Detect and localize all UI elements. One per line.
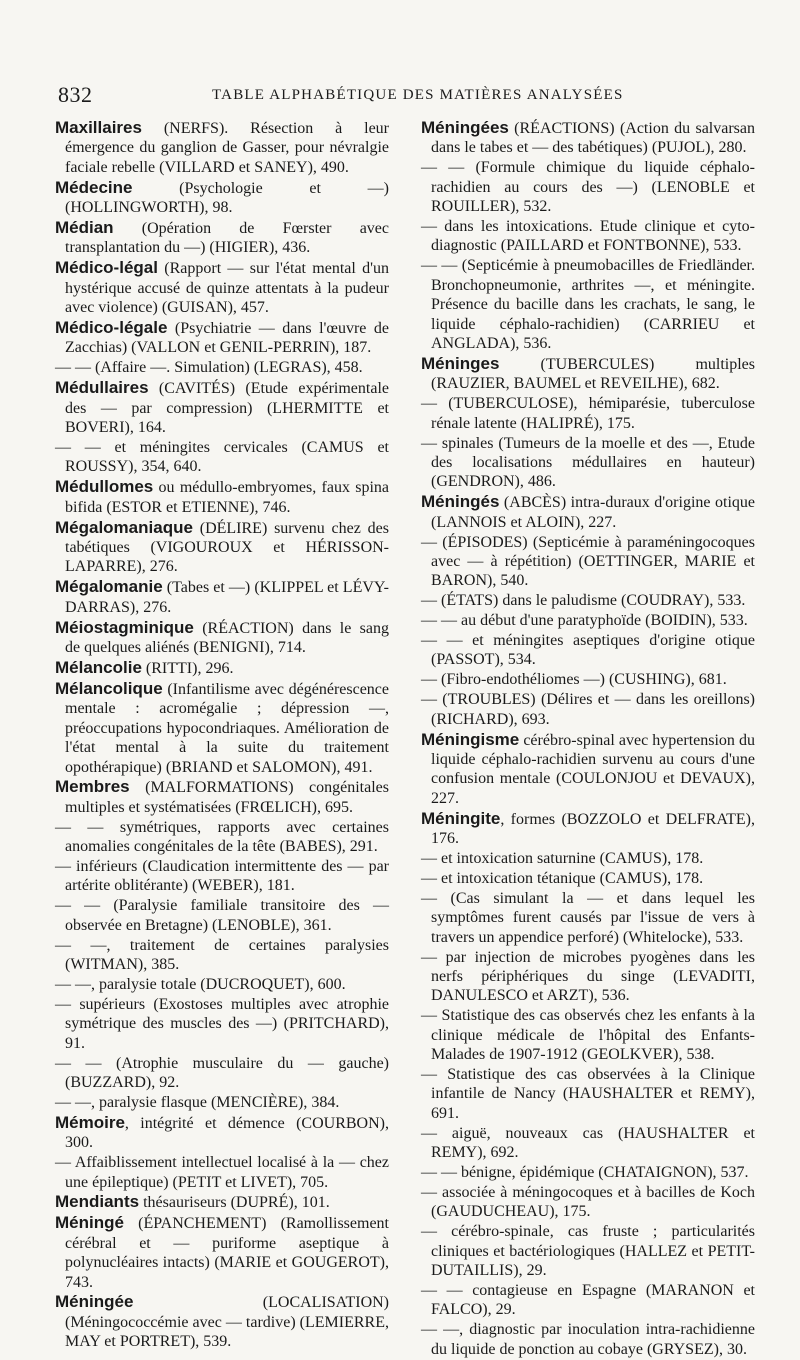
entry-text: (Infantilisme avec dégénérescence mentale : acromégalie ; dépression —, préoccupations hypocondriaques. Amélioration de l'état mental à la suite du traitement opothérapique) (BRIAND et SALOMON), 491. — [65, 680, 389, 776]
left-column — [55, 118, 389, 1360]
entry-text: (NERFS). Résection à leur émergence du ganglion de Gasser, pour névralgie faciale rebelle (VILLARD et SANEY), 490. — [65, 120, 389, 176]
entry-keyword: Médullaires — [55, 378, 149, 398]
entry-text: — par injection de microbes pyogènes dans les nerfs périphériques du singe (LEVADITI, DANULESCO et ARZT), 536. — [421, 948, 755, 1005]
index-entry — [421, 670, 755, 689]
index-entry — [55, 218, 389, 258]
index-entry — [55, 378, 389, 437]
entry-text: thésauriseurs (DUPRÉ), 101. — [139, 1194, 330, 1212]
index-entry — [421, 1163, 755, 1182]
entry-text: (CAVITÉS) (Etude expérimentale des — par compression) (LHERMITTE et BOVERI), 164. — [65, 380, 389, 437]
entry-text: (RÉACTIONS) (Action du salvarsan dans le tabes et — des tabétiques) (PUJOL), 280. — [431, 120, 755, 157]
index-entry — [55, 658, 389, 678]
index-entry — [55, 1093, 389, 1112]
right-column — [421, 118, 755, 1360]
index-entry — [55, 358, 389, 377]
entry-text: — — au début d'une paratyphoïde (BOIDIN), 533. — [421, 612, 748, 630]
entry-text: — —, traitement de certaines paralysies (WITMAN), 385. — [55, 936, 389, 974]
index-entry — [421, 354, 755, 394]
entry-text: — spinales (Tumeurs de la moelle et des —, Etude des localisations médullaires en hauteur) (GENDRON), 486. — [421, 434, 755, 491]
entry-text: — — symétriques, rapports avec certaines anomalies congénitales de la tête (BABES), 291. — [55, 818, 389, 856]
index-entry — [55, 777, 389, 817]
entry-text: ou médullo-embryomes, faux spina bifida (ESTOR et ETIENNE), 746. — [65, 479, 389, 516]
index-entry — [421, 690, 755, 729]
index-entry — [55, 1213, 389, 1292]
index-entry — [421, 1320, 755, 1359]
index-entry — [421, 730, 755, 809]
index-columns — [55, 118, 755, 1360]
entry-text: (LOCALISATION) (Méningococcémie avec — tardive) (LEMIERRE, MAY et PORTRET), 539. — [65, 1294, 389, 1351]
entry-keyword: Méninges — [421, 353, 500, 373]
entry-text: — —, paralysie flasque (MENCIÈRE), 384. — [55, 1093, 340, 1111]
entry-text: — — bénigne, épidémique (CHATAIGNON), 537. — [421, 1164, 749, 1182]
index-entry — [421, 217, 755, 256]
entry-keyword: Méningé — [55, 1213, 124, 1233]
entry-text: — dans les intoxications. Etude clinique et cyto-diagnostic (PAILLARD et FONTBONNE), 533. — [421, 218, 755, 255]
index-entry — [55, 577, 389, 617]
index-entry — [421, 434, 755, 492]
entry-text: — (ÉTATS) dans le paludisme (COUDRAY), 533. — [421, 592, 746, 610]
entry-text: (Psychologie et —) (HOLLINGWORTH), 98. — [65, 179, 389, 217]
entry-keyword: Médian — [55, 218, 114, 238]
entry-text: (Tabes et —) (KLIPPEL et LÉVY-DARRAS), 276. — [65, 579, 389, 616]
index-entry — [55, 438, 389, 477]
index-entry — [55, 995, 389, 1053]
entry-text: (TUBERCULES) multiples (RAUZIER, BAUMEL et REVEILHE), 682. — [431, 355, 755, 393]
index-entry — [421, 849, 755, 868]
entry-keyword: Membres — [55, 777, 130, 797]
running-head: TABLE ALPHABÉTIQUE DES MATIÈRES ANALYSÉES — [212, 87, 624, 103]
index-entry — [421, 1065, 755, 1123]
entry-keyword: Mégalomaniaque — [55, 517, 193, 537]
index-entry — [55, 1054, 389, 1093]
index-entry — [421, 118, 755, 158]
entry-text: (DÉLIRE) survenu chez des tabétiques (VIGOUROUX et HÉRISSON-LAPARRE), 276. — [65, 519, 389, 576]
index-entry — [421, 889, 755, 947]
index-entry — [55, 1153, 389, 1192]
index-entry — [55, 1192, 389, 1212]
index-entry — [421, 394, 755, 433]
index-entry — [55, 818, 389, 857]
index-entry — [421, 492, 755, 532]
index-entry — [55, 258, 389, 317]
entry-text: cérébro-spinal avec hypertension du liquide céphalo-rachidien survenu au cours d'une confusion mentale (COULONJOU et DEVAUX), 227. — [431, 731, 755, 807]
entry-text: (Opération de Fœrster avec transplantation du —) (HIGIER), 436. — [65, 220, 389, 257]
entry-keyword: Mélancolique — [55, 678, 163, 698]
index-entry — [55, 975, 389, 994]
entry-keyword: Médico-légal — [55, 258, 158, 278]
index-entry — [55, 857, 389, 896]
entry-text: — cérébro-spinale, cas fruste ; particularités cliniques et bactériologiques (HALLEZ et PETIT-DUTAILLIS), 29. — [421, 1223, 755, 1280]
entry-text: — — contagieuse en Espagne (MARANON et FALCO), 29. — [421, 1281, 755, 1319]
entry-keyword: Mélancolie — [55, 657, 142, 677]
index-entry — [421, 611, 755, 630]
entry-text: — associée à méningocoques et à bacilles de Koch (GAUDUCHEAU), 175. — [421, 1183, 755, 1221]
index-entry — [55, 679, 389, 777]
index-entry — [421, 1222, 755, 1280]
entry-keyword: Médullomes — [55, 477, 154, 497]
entry-text: — inférieurs (Claudication intermittente des — par artérite oblitérante) (WEBER), 181. — [55, 858, 389, 895]
entry-keyword: Méningée — [55, 1292, 134, 1312]
entry-keyword: Méningisme — [421, 729, 520, 749]
entry-text: (ÉPANCHEMENT) (Ramollissement cérébral et — puriforme aseptique à polynucléaires intacts) (MARIE et GOUGEROT), 743. — [65, 1215, 389, 1291]
entry-keyword: Méningés — [421, 492, 500, 512]
entry-text: — (Cas simulant la — et dans lequel les symptômes furent causés par l'issue de vers à travers un appendice perforé) (Whitelocke), 533. — [421, 889, 755, 946]
entry-keyword: Médico-légale — [55, 318, 168, 338]
index-entry — [55, 936, 389, 975]
entry-text: (RITTI), 296. — [141, 659, 234, 677]
index-entry — [421, 631, 755, 670]
index-entry — [55, 618, 389, 658]
index-entry — [421, 1183, 755, 1222]
index-entry — [421, 809, 755, 849]
index-entry — [421, 1281, 755, 1320]
entry-text: — (Fibro-endothéliomes —) (CUSHING), 681. — [421, 671, 727, 689]
index-entry — [55, 477, 389, 517]
index-entry — [55, 896, 389, 935]
index-entry — [421, 256, 755, 353]
entry-text: — aiguë, nouveaux cas (HAUSHALTER et REMY), 692. — [421, 1124, 755, 1162]
index-entry — [55, 518, 389, 577]
entry-keyword: Méningées — [421, 118, 509, 137]
entry-keyword: Maxillaires — [55, 118, 142, 137]
entry-text: (MALFORMATIONS) congénitales multiples et systématisées (FRŒLICH), 695. — [65, 779, 389, 816]
entry-text: (Psychiatrie — dans l'œuvre de Zacchias) (VALLON et GENIL-PERRIN), 187. — [65, 320, 389, 357]
entry-keyword: Méiostagminique — [55, 617, 194, 637]
entry-text: — supérieurs (Exostoses multiples avec atrophie symétrique des muscles des —) (PRITCHARD), 91. — [55, 995, 389, 1052]
index-entry — [421, 948, 755, 1006]
index-entry — [421, 533, 755, 591]
index-entry — [55, 1292, 389, 1351]
entry-text: — — (Atrophie musculaire du — gauche) (BUZZARD), 92. — [55, 1054, 389, 1091]
entry-keyword: Mendiants — [55, 1192, 140, 1212]
index-entry — [421, 591, 755, 610]
page-number: 832 — [58, 82, 93, 107]
entry-text: — (TROUBLES) (Délires et — dans les oreillons) (RICHARD), 693. — [421, 691, 755, 728]
entry-keyword: Mémoire — [55, 1112, 125, 1132]
entry-text: — Affaiblissement intellectuel localisé à la — chez une épileptique) (PETIT et LIVET), 705. — [55, 1154, 389, 1191]
index-entry — [421, 158, 755, 216]
entry-keyword: Mégalomanie — [55, 577, 163, 597]
index-entry — [421, 869, 755, 888]
index-entry — [55, 118, 389, 177]
entry-text: — et intoxication saturnine (CAMUS), 178. — [421, 850, 704, 868]
entry-text: — Statistique des cas observés chez les enfants à la clinique médicale de l'hôpital des Enfants-Malades de 1907-1912 (GEOLKVER), 538. — [421, 1007, 755, 1064]
entry-keyword: Méningite — [421, 808, 501, 828]
entry-text: — — et méningites cervicales (CAMUS et ROUSSY), 354, 640. — [55, 439, 389, 476]
entry-text: , intégrité et démence (COURBON), 300. — [65, 1114, 389, 1152]
entry-text: , formes (BOZZOLO et DELFRATE), 176. — [431, 810, 755, 848]
entry-text: — — (Septicémie à pneumobacilles de Friedländer. Bronchopneumonie, arthrites —, et méningite. Présence du bacille dans les crachats, le sang, le liquide céphalo-rachidien) (CARRIEU et ANGLADA), 536. — [421, 257, 755, 352]
entry-text: — —, diagnostic par inoculation intra-rachidienne du liquide de ponction au cobaye (GRYSEZ), 30. — [421, 1321, 755, 1358]
entry-text: — (TUBERCULOSE), hémiparésie, tuberculose rénale latente (HALIPRÉ), 175. — [421, 395, 755, 432]
index-entry — [55, 1113, 389, 1153]
entry-text: (Rapport — sur l'état mental d'un hystérique accusé de quinze attentats à la pudeur avec violence) (GUISAN), 457. — [65, 260, 389, 317]
entry-text: — et intoxication tétanique (CAMUS), 178. — [421, 869, 704, 887]
entry-text: (RÉACTION) dans le sang de quelques aliénés (BENIGNI), 714. — [65, 619, 389, 657]
entry-text: — — (Formule chimique du liquide céphalo-rachidien au cours des —) (LENOBLE et ROUILLER), 532. — [421, 159, 755, 216]
index-entry — [55, 318, 389, 358]
entry-text: — —, paralysie totale (DUCROQUET), 600. — [55, 975, 346, 993]
entry-text: — (ÉPISODES) (Septicémie à paraméningocoques avec — à répétition) (OETTINGER, MARIE et BARON), 540. — [421, 533, 755, 590]
index-entry — [55, 178, 389, 218]
entry-text: — — (Paralysie familiale transitoire des — observée en Bretagne) (LENOBLE), 361. — [55, 897, 389, 934]
entry-text: (ABCÈS) intra-duraux d'origine otique (LANNOIS et ALOIN), 227. — [431, 494, 755, 531]
entry-text: — — et méningites aseptiques d'origine otique (PASSOT), 534. — [421, 632, 755, 669]
index-entry — [421, 1006, 755, 1064]
entry-keyword: Médecine — [55, 177, 133, 197]
entry-text: — Statistique des cas observées à la Clinique infantile de Nancy (HAUSHALTER et REMY), 691. — [421, 1066, 755, 1122]
entry-text: — — (Affaire —. Simulation) (LEGRAS), 458. — [55, 359, 363, 377]
index-entry — [421, 1124, 755, 1163]
